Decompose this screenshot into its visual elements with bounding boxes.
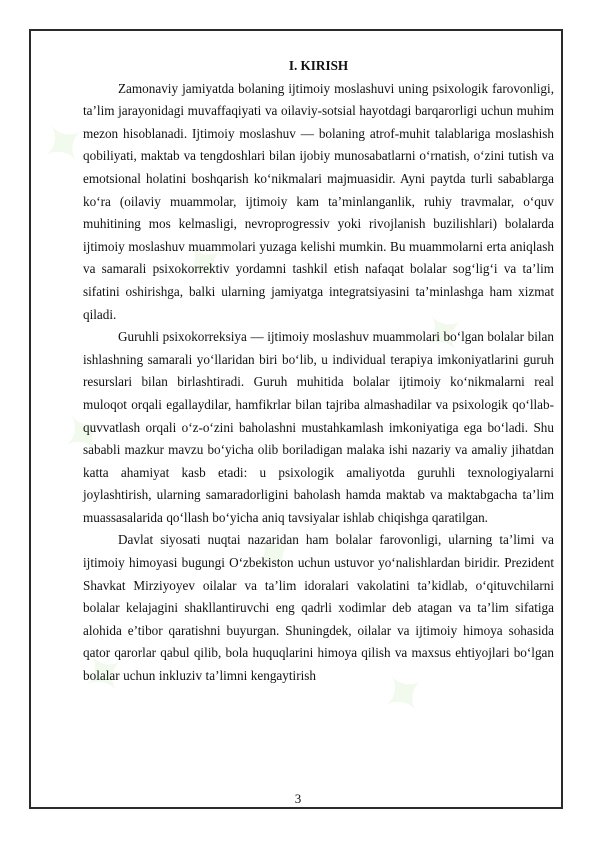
watermark-mark: ✦ (234, 512, 314, 596)
paragraph: Davlat siyosati nuqtai nazaridan ham bolalar farovonligi, ularning ta’limi va ijtimoiy himoyasi bugungi O‘zbekiston uchun ustuvor yo‘nalishlardan biridir. Prezident Shavkat Mirziyoyev oilalar va ta’lim idoralari vakolatini ta’kidlab, o‘qituvchilarni bolalar kelajagini shakllantiruvchi eng qadrli xodimlar deb atagan va ta’lim sifatiga alohida e’tibor qaratishni buyurgan. Shuningdek, oilalar va ijtimoiy himoya sohasida qator qarorlar qabul qilib, bola huquqlarini himoya qilish va maxsus ehtiyojlari bo‘lgan bolalar uchun inkluziv ta’limni kengaytirish (83, 532, 554, 684)
document-body (83, 55, 554, 688)
watermark-mark: ✦ (164, 222, 244, 306)
watermark-mark: ✦ (24, 102, 104, 186)
watermark-mark: ✦ (364, 652, 444, 736)
section-heading: I. KIRISH (288, 58, 349, 73)
paragraph: Zamonaviy jamiyatda bolaning ijtimoiy moslashuvi uning psixologik farovonligi, ta’lim jarayonidagi muvaffaqiyati va oilaviy-sotsial hayotdagi barqarorligi uchun muhim mezon hisoblanadi. Ijtimoiy moslashuv — bolaning atrof-muhit talablariga moslashish qobiliyati, maktab va tengdoshlari bilan ijobiy munosabatlarni o‘rnatish, o‘zini tutish va emotsional holatini boshqarish ko‘nikmalari majmuasidir. Ayni paytda turli sabablarga ko‘ra (oilaviy muammolar, ijtimoiy kam ta’minlanganlik, ruhiy travmalar, o‘quv muhitining mos kelmasligi, nevroprogressiv yoki rivojlanish buzilishlari) bolalarda ijtimoiy moslashuv muammolari yuzaga kelishi mumkin. Bu muammolarni erta aniqlash va samarali psixokorrektiv yordamni tashkil etish nafaqat bolalar sog‘lig‘i va ta’lim sifatini oshirishga, balki ularning jamiyatga integratsiyasini ta’minlashga ham xizmat qiladi. (83, 80, 554, 322)
watermark-mark: ✦ (404, 292, 484, 376)
paragraph: Guruhli psixokorreksiya — ijtimoiy moslashuv muammolari bo‘lgan bolalar bilan ishlashning samarali yo‘llaridan biri bo‘lib, u individual terapiya imkoniyatlarini guruh resurslari bilan birlashtiradi. Guruh muhitida bolalar ijtimoiy ko‘nikmalarni real muloqot orqali egallaydilar, hamfikrlar bilan tajriba almashadilar va psixologik qo‘llab-quvvatlash orqali o‘z-o‘zini baholashni mustahkamlash imkoniyatiga ega bo‘ladi. Shu sababli mazkur mavzu bo‘yicha olib boriladigan malaka ishi nazariy va amaliy jihatdan katta ahamiyat kasb etadi: u psixologik amaliyotda guruhli texnologiyalarni joylashtirish, ularning samaradorligini baholash hamda maktab va maktabgacha ta’lim muassasalarida qo‘llash bo‘yicha aniq tavsiyalar ishlab chiqishga qaratilgan. (83, 329, 554, 525)
page-number: 3 (294, 791, 302, 806)
watermark-mark: ✦ (44, 392, 124, 476)
watermark-mark: ✦ (64, 632, 144, 716)
